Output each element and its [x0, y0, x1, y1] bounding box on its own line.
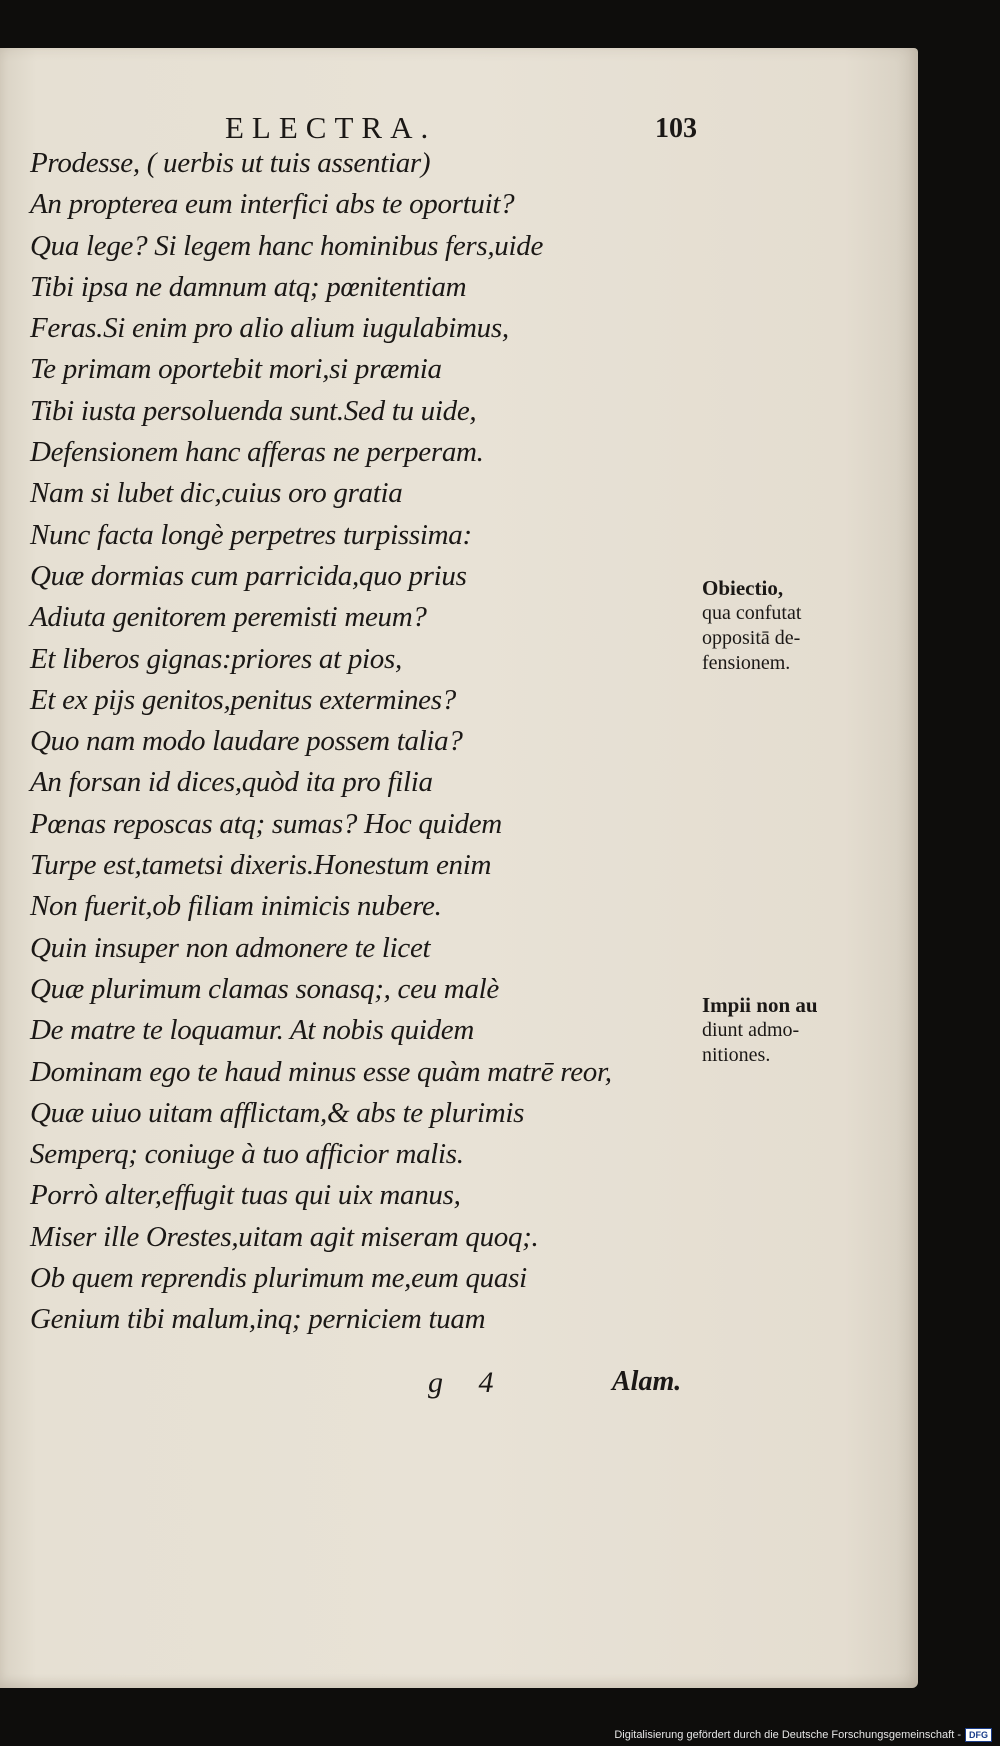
- verse-text: [30, 143, 670, 1341]
- verse-line: Quin insuper non admonere te licet: [30, 931, 431, 964]
- verse-line: An forsan id dices,quòd ita pro filia: [30, 766, 433, 799]
- verse-line: Tibi iusta persoluenda sunt.Sed tu uide,: [30, 394, 477, 427]
- verse-line: Semperq; coniuge à tuo afficior malis.: [30, 1138, 464, 1171]
- digitization-credit: [614, 1728, 992, 1742]
- verse-line: Defensionem hanc afferas ne perperam.: [30, 436, 484, 469]
- verse-line: Quæ plurimum clamas sonasq;, ceu malè: [30, 972, 499, 1005]
- running-title: ELECTRA.: [225, 110, 437, 145]
- verse-line: Prodesse, ( uerbis ut tuis assentiar): [30, 147, 431, 179]
- verse-line: Miser ille Orestes,uitam agit miseram quoq;.: [30, 1220, 539, 1253]
- marginal-note-objection: [702, 576, 801, 676]
- marginal-note-line: oppositā de-: [702, 627, 801, 649]
- verse-line: Non fuerit,ob filiam inimicis nubere.: [30, 890, 442, 923]
- verse-line: Ob quem reprendis plurimum me,eum quasi: [30, 1262, 527, 1295]
- verse-line: Pœnas reposcas atq; sumas? Hoc quidem: [30, 807, 502, 840]
- marginal-note-line: Obiectio,: [702, 576, 784, 600]
- dfg-logo: DFG: [965, 1728, 992, 1742]
- verse-line: Genium tibi malum,inq; perniciem tuam: [30, 1303, 486, 1336]
- verse-line: Turpe est,tametsi dixeris.Honestum enim: [30, 849, 492, 882]
- verse-line: Qua lege? Si legem hanc hominibus fers,uide: [30, 229, 544, 262]
- verse-line: De matre te loquamur. At nobis quidem: [30, 1014, 475, 1047]
- verse-line: Quo nam modo laudare possem talia?: [30, 725, 463, 758]
- signature-mark: g 4: [428, 1366, 508, 1399]
- marginal-note-line: diunt admo-: [702, 1019, 800, 1041]
- verse-line: Feras.Si enim pro alio alium iugulabimus,: [30, 312, 509, 345]
- verse-line: Quæ uiuo uitam afflictam,& abs te plurimis: [30, 1096, 525, 1129]
- marginal-note-admonition: [702, 993, 818, 1068]
- marginal-note-line: nitiones.: [702, 1044, 771, 1066]
- verse-line: Adiuta genitorem peremisti meum?: [30, 601, 427, 634]
- verse-line: Te primam oportebit mori,si præmia: [30, 353, 442, 386]
- book-page: [0, 48, 918, 1688]
- catchword: Alam.: [612, 1366, 682, 1397]
- verse-line: Quæ dormias cum parricida,quo prius: [30, 559, 467, 592]
- marginal-note-line: fensionem.: [702, 652, 791, 674]
- verse-line: An propterea eum interfici abs te oportuit?: [30, 188, 515, 221]
- verse-line: Dominam ego te haud minus esse quàm matrē reor,: [30, 1055, 612, 1088]
- verse-line: Porrò alter,effugit tuas qui uix manus,: [30, 1179, 461, 1212]
- verse-line: Nam si lubet dic,cuius oro gratia: [30, 477, 403, 510]
- verse-line: Nunc facta longè perpetres turpissima:: [30, 518, 472, 551]
- verse-line: Et liberos gignas:priores at pios,: [30, 642, 402, 675]
- marginal-note-line: Impii non au: [702, 993, 818, 1017]
- verse-line: Et ex pijs genitos,penitus extermines?: [30, 683, 456, 716]
- marginal-note-line: qua confutat: [702, 602, 802, 624]
- verse-line: Tibi ipsa ne damnum atq; pœnitentiam: [30, 270, 467, 303]
- credit-text: Digitalisierung gefördert durch die Deutsche Forschungsgemeinschaft -: [614, 1729, 961, 1741]
- folio-number: 103: [655, 113, 697, 144]
